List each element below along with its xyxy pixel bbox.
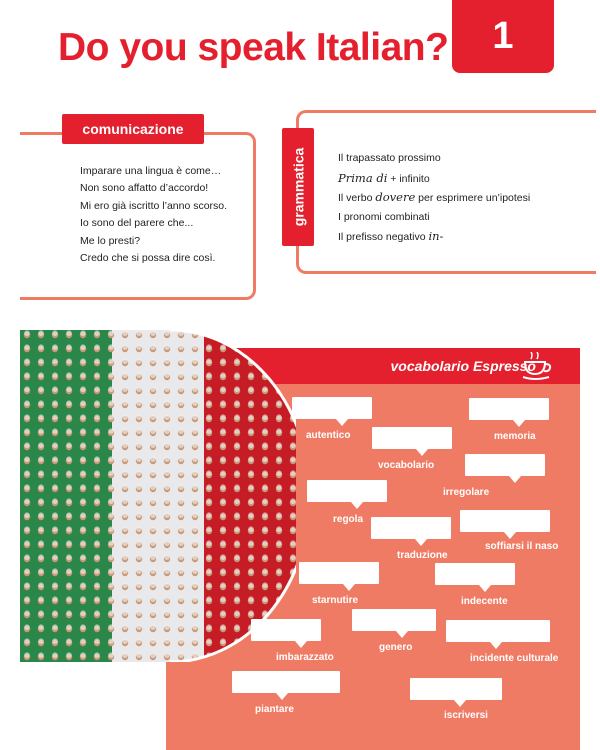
comunicazione-list xyxy=(80,163,227,267)
answer-box[interactable] xyxy=(465,454,545,476)
vocab-word: regola xyxy=(333,514,364,525)
list-item: Il prefisso negativo in- xyxy=(338,229,444,244)
vocab-word: memoria xyxy=(494,431,536,442)
list-item: Mi ero già iscritto l’anno scorso. xyxy=(80,199,228,212)
vocab-word: autentico xyxy=(306,430,351,441)
vocab-word: iscriversi xyxy=(444,710,488,721)
vocab-word: imbarazzato xyxy=(276,652,334,663)
list-item: Imparare una lingua è come… xyxy=(80,165,222,177)
answer-box[interactable] xyxy=(469,398,549,420)
espresso-cup-icon xyxy=(521,352,553,382)
list-item: I pronomi combinati xyxy=(338,210,430,223)
crowd-photo xyxy=(20,330,296,662)
vocabolario-title: vocabolario Espresso xyxy=(390,358,536,374)
answer-box[interactable] xyxy=(372,427,452,449)
answer-box[interactable] xyxy=(460,510,550,532)
answer-box[interactable] xyxy=(251,619,321,641)
vocab-word: soffiarsi il naso xyxy=(485,541,559,552)
vocab-word: genero xyxy=(379,642,413,653)
page-title: Do you speak Italian? xyxy=(58,26,449,69)
grammatica-label: grammatica xyxy=(290,147,306,227)
vocab-word: traduzione xyxy=(397,550,448,561)
vocab-word: starnutire xyxy=(312,595,359,606)
list-item: Il verbo dovere per esprimere un’ipotesi xyxy=(338,190,531,205)
vocab-word: indecente xyxy=(461,596,508,607)
answer-box[interactable] xyxy=(435,563,515,585)
grammatica-tab xyxy=(282,128,314,246)
vocab-word: vocabolario xyxy=(378,460,435,471)
list-item: Prima di + infinito xyxy=(338,170,430,185)
answer-box[interactable] xyxy=(446,620,550,642)
list-item: Io sono del parere che... xyxy=(80,217,194,230)
unit-number-badge: 1 xyxy=(452,0,554,73)
answer-box[interactable] xyxy=(410,678,502,700)
answer-box[interactable] xyxy=(307,480,387,502)
grammatica-list xyxy=(338,149,530,247)
list-item: Me lo presti? xyxy=(80,234,141,247)
answer-box[interactable] xyxy=(371,517,451,539)
answer-box[interactable] xyxy=(299,562,379,584)
answer-box[interactable] xyxy=(352,609,436,631)
list-item: Non sono affatto d’accordo! xyxy=(80,182,209,195)
vocab-word: incidente culturale xyxy=(470,653,559,664)
vocab-word: piantare xyxy=(255,704,294,715)
answer-box[interactable] xyxy=(292,397,372,419)
vocab-word: irregolare xyxy=(443,487,490,498)
answer-box[interactable] xyxy=(232,671,340,693)
list-item: Credo che si possa dire così. xyxy=(80,251,216,264)
list-item: Il trapassato prossimo xyxy=(338,152,441,164)
comunicazione-tab: comunicazione xyxy=(62,114,204,144)
